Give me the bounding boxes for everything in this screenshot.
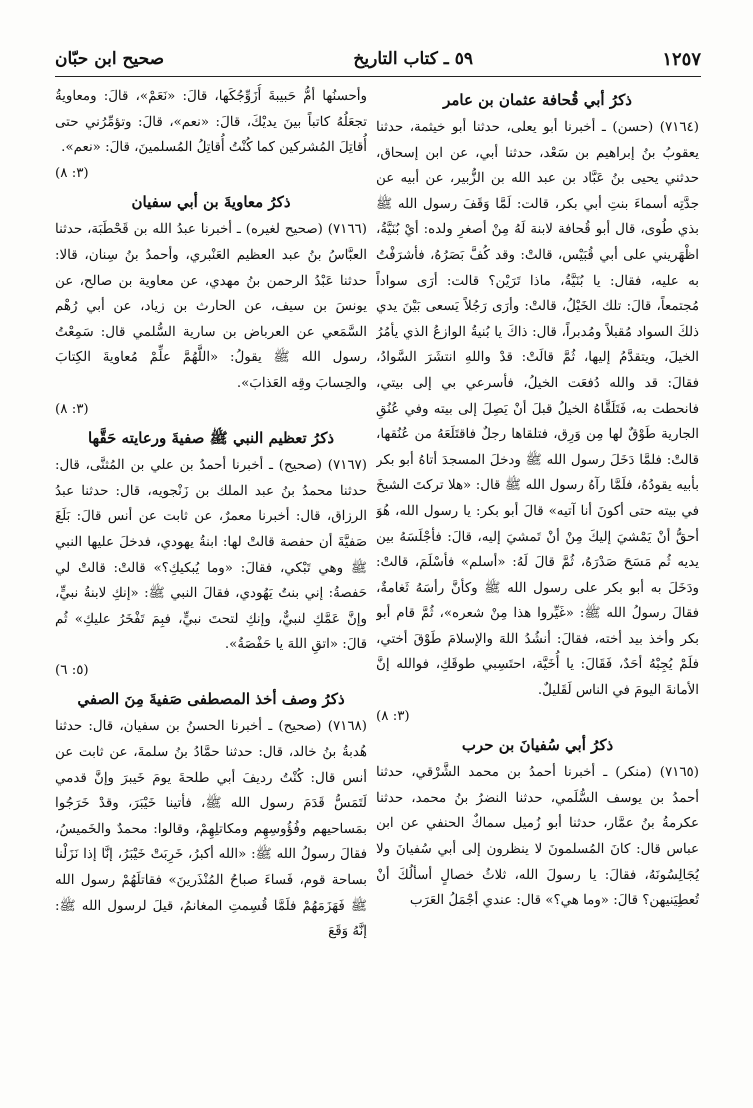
hadith-paragraph: (٧١٦٧) (صحيح) ـ أخبرنا أحمدُ بن علي بن المُثنَّى، قال: حدثنا محمدُ بنُ عبد الملك بن زَنْجويه، قال: حدثنا عبدُ الرزاق، قال: أخبرنا معمرٌ، عن ثابت عن أنس قالَ: بَلَغَ صَفيَّةَ أن حفصة قالتْ لها: ابنةُ يهودي، فدخلَ عليها النبي ﷺ وهي تَبْكي، فقالَ: «وما يُبكيكِ؟» قالتْ: قالتْ لي حَفصةُ: إني بنتُ يَهُودي، فقالَ النبي ﷺ: «إنكِ لابنةُ نبيٍّ، وإنَّ عَمَّكِ لنبيٌّ، وإنكِ لتحتَ نبيٍّ، فبِمَ تَفْخَرُ عليكِ» ثُم قالَ: «اتقِ اللهَ يا حَفْصَةُ».	[55, 458, 367, 653]
hadith-paragraph: (٧١٦٨) (صحيح) ـ أخبرنا الحسنُ بن سفيان، قال: حدثنا هُدبةُ بنُ خالد، قال: حدثنا حمَّادُ بنُ سلمةَ، عن ثابت عن أنس قال: كُنْتُ رديفَ أبي طلحةَ يومَ خَيبرَ وإنَّ قدمي لَتَمَسُّ قَدَمَ رسول الله ﷺ، فأتينا خَيْبَرَ، وقدْ خَرَجُوا بمَساحيهم وفُؤُوسِهِم ومكاتلِهِمْ، وقالوا: محمدٌ والخَميسُ، فقالَ رسولُ الله ﷺ: «الله أكبرُ، خَرِبَتْ خَيْبَرُ، إنَّا إذا نَزَلْنا بساحة قوم، فَساءَ صباحُ المُنْذَرينَ» فقاتلَهُمْ رسول الله ﷺ فَهَزَمَهُمْ فلَمَّا قُسِمتِ المغانمُ، قيلَ لرسول الله ﷺ: إنَّهُ وَقَعَ	[55, 719, 367, 940]
section-heading: ذكرُ تعظيم النبي ﷺ صفيةَ ورعايته حَقَّها	[87, 429, 335, 448]
hadith-paragraph: (٧١٦٤) (حسن) ـ أخبرنا أبو يعلى، حدثنا أبو خيثمة، حدثنا يعقوبُ بنُ إبراهيم بن سَعْد، حدثنا أبي، عن ابن إسحاق، حدثني يحيى بنُ عَبَّاد بن عبد الله بن الزُّبير، عن أبيه عن جدَّتِه أسماءَ بنتِ أبي بكر، قالت: لَمَّا وَقَفَ رسول الله ﷺ بذي طُوى، قال أبو قُحافة لابنة لَهُ مِنْ أصغرِ ولده: أيْ بُنَيَّةُ، اظْهَريني على أبي قُبَيْس، قالتْ: وقد كُفَّ بَصَرُهُ، فأشرَفْتُ به عليه، فقال: يا بُنَيَّةُ، ماذا تَرَيْن؟ قالت: أرَى سواداً مُجتمعاً، قالَ: تلك الخَيْلُ، قالتْ: وأرَى رَجُلاً يَسعى بَيْنَ يدي ذلكَ السواد مُقبلاً ومُدبراً، قال: ذاكَ يا بُنيةُ الوازعُ الذي يأمُرُ الخيلَ، ويتقدَّمُ إليها، ثُمَّ قالَتْ: قدْ واللهِ انتشَرَ السَّوادُ، فقالَ: قد والله دُفعَت الخيلُ، فأسرعي بي إلى بيتي، فانحطت به، فَتَلَقَّاهُ الخيلُ قبلَ أنْ يَصِلَ إلى بيته وفي عُنُقِ الجارية طَوْقٌ لها مِن وَرِق، فتلقاها رجلٌ فاقتَلَعَهُ من عُنُقها، قالتْ: فلمَّا دَخَلَ رسول الله ﷺ ودخلَ المسجدَ أتاهُ أبو بكر بأبيه يقودُهُ، فلَمَّا رآهُ رسول الله ﷺ قال: «هلا تركتَ الشيخَ في بيته حتى أكونَ أنا آتيه» قالَ أبو بكر: يا رسول الله، هُوَ أحقُّ أنْ يَمْشيَ إليكَ مِنْ أنْ تَمشيَ إليه، قالَ: فأجْلَسَهُ بين يديه ثُم مَسَحَ صَدْرَهُ، ثُمَّ قالَ لَهُ: «أسلم» فأسْلَمَ، قالتْ: ودَخَلَ به أبو بكر على رسول الله ﷺ وكأنَّ رأسَهُ ثَغامةٌ، فقالَ رسولُ الله ﷺ: «غَيِّروا هذا مِنْ شعره»، ثُمَّ قام أبو بكر وأخذ بيد أخته، فقالَ: أنشُدُ اللهَ والإسلامَ طَوْقَ أختي، فلَمْ يُجِبْهُ أحَدٌ، فَقَالَ: يا أُخَيَّة، احتَسِبي طوقَكِ، فوالله إنَّ الأمانةَ اليومَ في الناس لَقَليلٌ.	[376, 120, 699, 699]
page-number: ١٢٥٧	[662, 48, 701, 70]
volume-reference: (٣: ٨)	[55, 165, 89, 181]
left-column	[55, 84, 367, 1108]
page-header	[55, 44, 701, 74]
volume-reference: (٥: ٦)	[55, 662, 89, 678]
right-column	[376, 84, 699, 1108]
volume-reference: (٣: ٨)	[55, 401, 89, 417]
section-heading: ذكرُ أبي قُحافة عثمان بن عامر	[443, 91, 632, 109]
hadith-paragraph: (٧١٦٦) (صحيح لغيره) ـ أخبرنا عبدُ الله بن قَحْطَبَة، حدثنا العبَّاسُ بنُ عبد العظيم العَنْبري، وأحمدُ بنُ سِنان، قالا: حدثنا عَبْدُ الرحمن بنُ مهدي، عن معاوية بن صالح، عن يونسَ بن سيف، عن الحارث بن زياد، عن أبي رُهْم السَّمَعي عن العرباض بن سارية السُّلمي قال: سَمِعْتُ رسول الله ﷺ يقولُ: «اللَّهُمَّ علِّمْ مُعاويةَ الكِتابَ والحِسابَ وقِه العَذابَ».	[55, 222, 367, 391]
section-heading: ذكرُ أبي سُفيانَ بن حرب	[461, 736, 614, 755]
volume-reference: (٣: ٨)	[376, 708, 410, 724]
book-title: صحيح ابن حبّان	[55, 49, 165, 69]
hadith-paragraph: وأحسنُها أمُّ حَبيبةَ أُزَوِّجُكَها، قالَ: «نَعَمْ»، قالَ: ومعاويةُ تجعَلُهُ كاتباً بينَ يديْكَ، قالَ: «نعم»، قالَ: وتؤمِّرُني حتى أُقاتِلَ المُشركين كما كُنْتُ أُقاتِلُ المُسلمينَ، قالَ: «نعم».	[55, 89, 367, 156]
header-rule	[55, 76, 701, 77]
section-heading: ذكرُ معاويةَ بن أبي سفيان	[131, 193, 291, 212]
chapter-title: ٥٩ ـ كتاب التاريخ	[353, 49, 473, 69]
hadith-paragraph: (٧١٦٥) (منكر) ـ أخبرنا أحمدُ بن محمد الشَّرْقي، حدثنا أحمدُ بن يوسف السُّلَمي، حدثنا النضرُ بنُ محمد، حدثنا عكرمةُ بنُ عمَّار، حدثنا أبو زُميل سماكٌ الحنفي عن ابن عباس قال: كانَ المُسلمونَ لا ينظرون إلى أبي سُفيانَ ولا يُجَالِسُونَهُ، فقالَ: يا رسولَ الله، ثلاثُ خصالٍ أسألُكَ أنْ تُعطِيَنيهن؟ قالَ: «وما هي؟» قال: عندي أجْمَلُ العَرَب	[376, 765, 699, 909]
section-heading: ذكرُ وصف أخذ المصطفى صَفيةَ مِنَ الصفي	[77, 690, 345, 709]
